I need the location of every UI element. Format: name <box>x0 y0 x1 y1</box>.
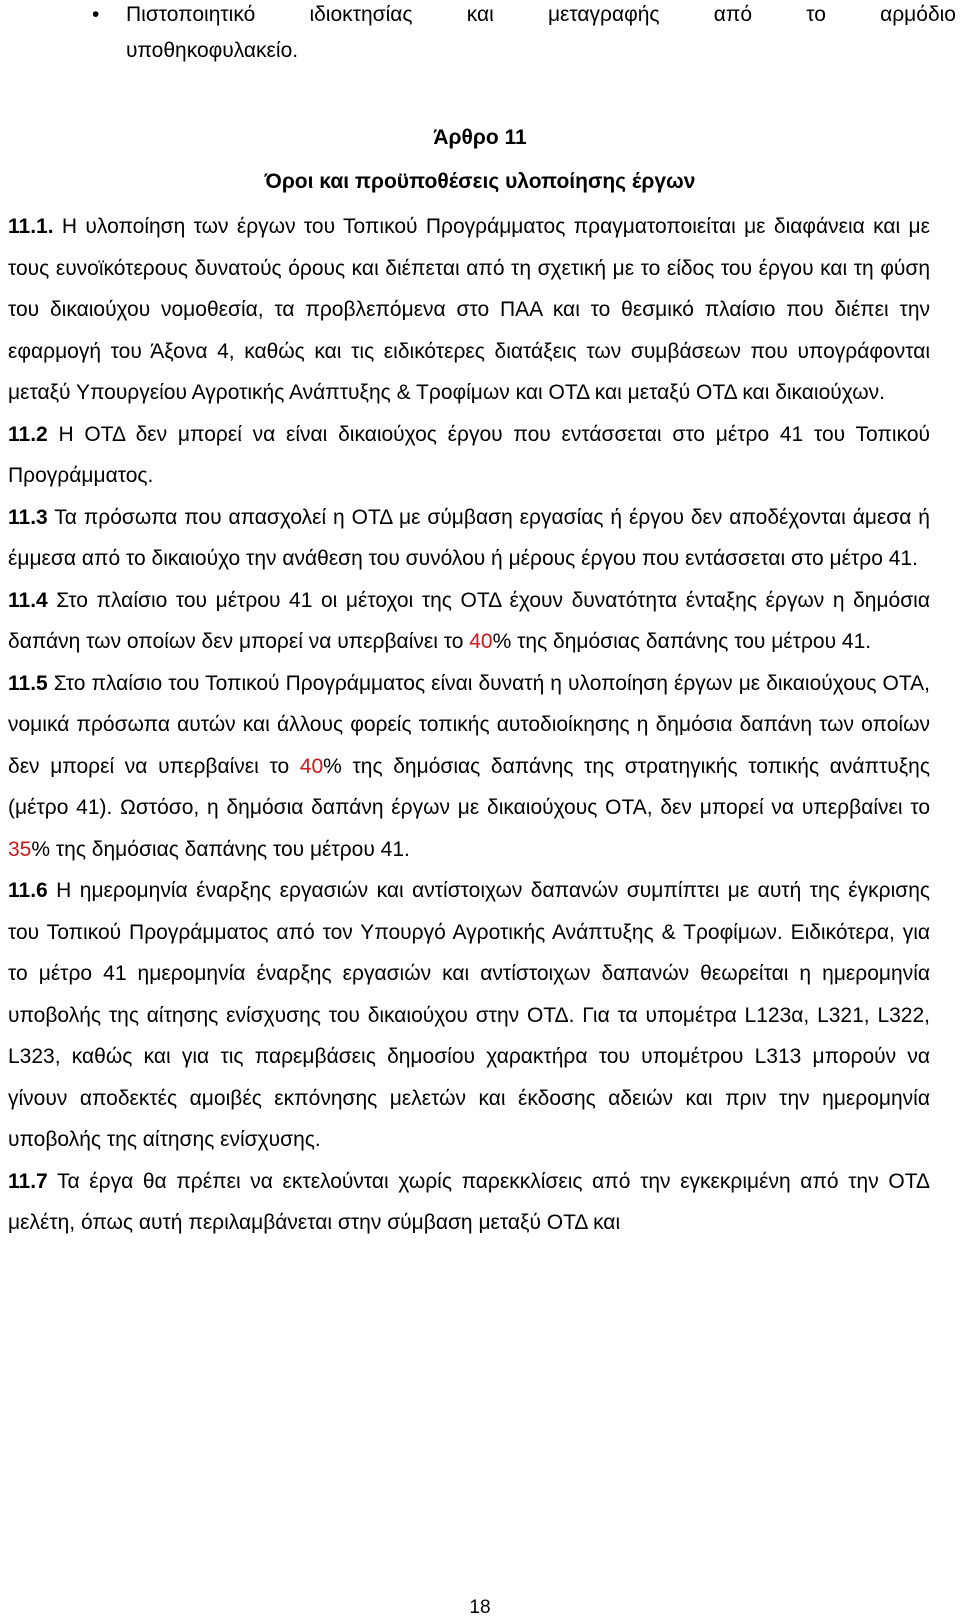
paragraph-11-4 <box>8 580 930 663</box>
bullet-dot-icon: • <box>92 3 100 26</box>
bullet-item <box>126 0 956 71</box>
paragraph-number: 11.1. <box>8 215 54 238</box>
paragraph-11-1 <box>8 206 930 414</box>
article-subtitle: Όροι και προϋποθέσεις υλοποίησης έργων <box>264 170 696 193</box>
bullet-line-1: Πιστοποιητικό ιδιοκτησίας και μεταγραφής από το αρμόδιο <box>126 3 956 26</box>
paragraph-number: 11.6 <box>8 879 48 902</box>
paragraph-text: % της δημόσιας δαπάνης του μέτρου 41. <box>31 837 410 861</box>
highlighted-percentage: 40 <box>469 630 493 653</box>
paragraph-text: Στο πλαίσιο του μέτρου 41 οι μέτοχοι της ΟΤΔ έχουν δυνατότητα ένταξης έργων η δημόσια δαπάνη των οποίων δεν μπορεί να υπερβαίνει το <box>8 588 930 653</box>
paragraph-text: Στο πλαίσιο του Τοπικού Προγράμματος είναι δυνατή η υλοποίηση έργων με δικαιούχους ΟΤΑ, νομικά πρόσωπα αυτών και άλλους φορείς τοπικής αυτοδιοίκησης η δημόσια δαπάνη των οποίων δεν μπορεί να υπερβαίνει το <box>8 671 930 778</box>
paragraph-11-7 <box>8 1161 930 1244</box>
paragraph-text: Η ημερομηνία έναρξης εργασιών και αντίστοιχων δαπανών συμπίπτει με αυτή της έγκρισης του Τοπικού Προγράμματος από τον Υπουργό Αγροτικής Ανάπτυξης & Τροφίμων. Ειδικότερα, για το μέτρο 41 ημερομηνία έναρξης εργασιών και αντίστοιχων δαπανών θεωρείται η ημερομηνία υποβολής της αίτησης ενίσχυσης του δικαιούχου στην ΟΤΔ. Για τα υπομέτρα L123α, L321, L322, L323, καθώς και για τις παρεμβάσεις δημοσίου χαρακτήρα του υπομέτρου L313 μπορούν να γίνουν αποδεκτές αμοιβές εκπόνησης μελετών και έκδοσης αδειών και πριν την ημερομηνία υποβολής της αίτησης ενίσχυσης. <box>8 879 930 1151</box>
paragraph-11-5 <box>8 663 930 871</box>
paragraph-number: 11.2 <box>8 422 48 446</box>
paragraph-text: Η υλοποίηση των έργων του Τοπικού Προγράμματος πραγματοποιείται με διαφάνεια και με τους ευνοϊκότερους δυνατούς όρους και διέπεται από τη σχετική με το είδος του έργου και τη φύση του δικαιούχου νομοθεσία, τα προβλεπόμενα στο ΠΑΑ και το θεσμικό πλαίσιο που διέπει την εφαρμογή του Άξονα 4, καθώς και τις ειδικότερες διατάξεις των συμβάσεων που υπογράφονται μεταξύ Υπουργείου Αγροτικής Ανάπτυξης & Τροφίμων και ΟΤΔ και μεταξύ ΟΤΔ και δικαιούχων. <box>8 215 930 404</box>
article-body <box>8 206 930 1244</box>
paragraph-text: % της δημόσιας δαπάνης της στρατηγικής τοπικής ανάπτυξης (μέτρο 41). Ωστόσο, η δημόσια δαπάνη έργων με δικαιούχους ΟΤΑ, δεν μπορεί να υπερβαίνει το <box>8 754 930 819</box>
paragraph-11-6 <box>8 870 930 1161</box>
paragraph-number: 11.3 <box>8 505 48 529</box>
paragraph-11-2 <box>8 414 930 497</box>
paragraph-number: 11.4 <box>8 588 48 612</box>
paragraph-text: % της δημόσιας δαπάνης του μέτρου 41. <box>492 630 872 653</box>
paragraph-text: Τα πρόσωπα που απασχολεί η ΟΤΔ με σύμβαση εργασίας ή έργου δεν αποδέχονται άμεσα ή έμμεσα από το δικαιούχο την ανάθεση του συνόλου ή μέρους έργου που εντάσσεται στο μέτρο 41. <box>8 505 930 570</box>
highlighted-percentage: 35 <box>8 837 32 861</box>
paragraph-number: 11.7 <box>8 1169 48 1193</box>
paragraph-text: Η ΟΤΔ δεν μπορεί να είναι δικαιούχος έργου που εντάσσεται στο μέτρο 41 του Τοπικού Προγράμματος. <box>8 422 930 487</box>
bullet-line-2: υποθηκοφυλακείο. <box>126 39 299 62</box>
paragraph-number: 11.5 <box>8 671 48 695</box>
article-title: Άρθρο 11 <box>433 126 527 149</box>
highlighted-percentage: 40 <box>299 754 324 778</box>
page-number: 18 <box>469 1597 491 1618</box>
paragraph-11-3 <box>8 497 930 580</box>
paragraph-text: Τα έργα θα πρέπει να εκτελούνται χωρίς παρεκκλίσεις από την εγκεκριμένη από την ΟΤΔ μελέτη, όπως αυτή περιλαμβάνεται στην σύμβαση μεταξύ ΟΤΔ και <box>8 1169 930 1234</box>
